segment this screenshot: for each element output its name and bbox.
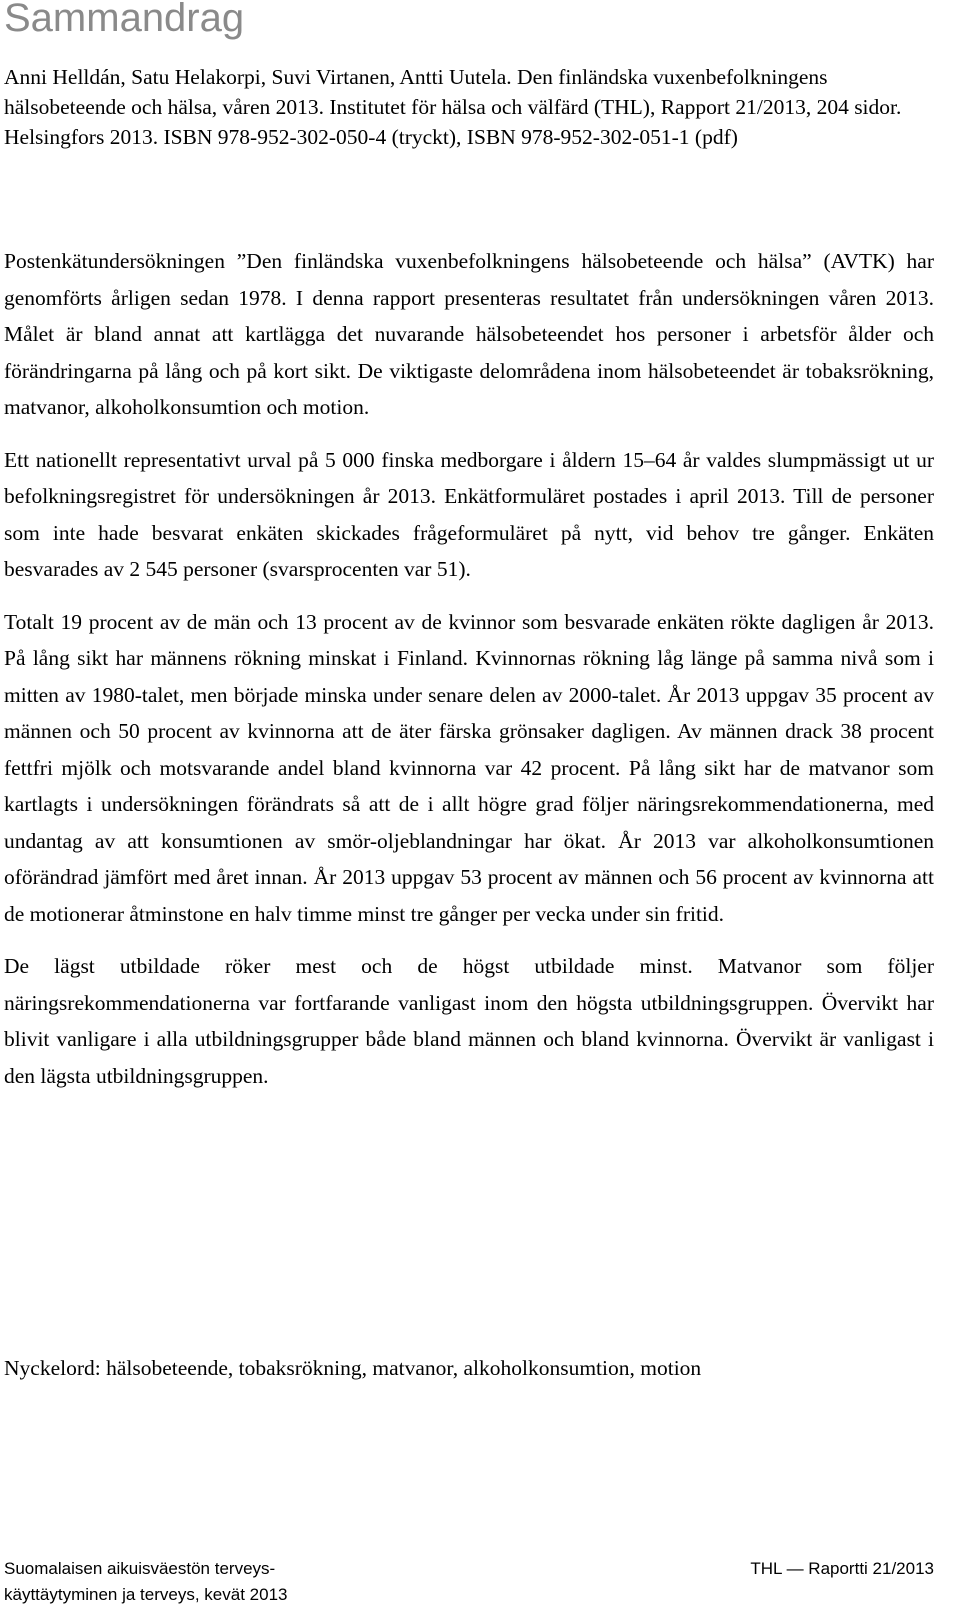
footer-publication	[4, 1556, 404, 1608]
paragraph-results: Totalt 19 procent av de män och 13 procent av de kvinnor som besvarade enkäten rökte dagligen år 2013. På lång sikt har männens rökning minskat i Finland. Kvinnornas rökning låg länge på samma nivå som i mitten av 1980-talet, men började minska under senare delen av 2000-talet. År 2013 uppgav 35 procent av männen och 50 procent av kvinnorna att de äter färska grönsaker dagligen. Av männen drack 38 procent fettfri mjölk och motsvarande andel bland kvinnorna var 42 procent. På lång sikt har de matvanor som kartlagts i undersökningen förändrats så att de i allt högre grad följer näringsrekommendationerna, med undantag av att konsumtionen av smör-oljeblandningar har ökat. År 2013 var alkoholkonsumtionen oförändrad jämfört med året innan. År 2013 uppgav 53 procent av männen och 56 procent av kvinnorna att de motionerar åtminstone en halv timme minst tre gånger per vecka under sin fritid.	[4, 609, 934, 926]
summary-body	[4, 243, 934, 1110]
paragraph-method: Ett nationellt representativt urval på 5 000 finska medborgare i åldern 15–64 år valdes slumpmässigt ut ur befolkningsregistret för undersökningen år 2013. Enkätformuläret postades i april 2013. Till de personer som inte hade besvarat enkäten skickades frågeformuläret på nytt, vid behov tre gånger. Enkäten besvarades av 2 545 personer (svarsprocenten var 51).	[4, 447, 934, 581]
paragraph-intro: Postenkätundersökningen ”Den finländska vuxenbefolkningens hälsobeteende och hälsa” (AVTK) har genomförts årligen sedan 1978. I denna rapport presenteras resultatet från undersökningen våren 2013. Målet är bland annat att kartlägga det nuvarande hälsobeteendet hos personer i arbetsför ålder och förändringarna på lång och på kort sikt. De viktigaste delområdena inom hälsobeteendet är tobaksrökning, matvanor, alkoholkonsumtion och motion.	[4, 249, 934, 419]
citation: Anni Helldán, Satu Helakorpi, Suvi Virtanen, Antti Uutela. Den finländska vuxenbefolkningens hälsobeteende och hälsa, våren 2013. Institutet för hälsa och välfärd (THL), Rapport 21/2013, 204 sidor. Helsingfors 2013. ISBN 978-952-302-050-4 (tryckt), ISBN 978-952-302-051-1 (pdf)	[4, 65, 902, 149]
keywords: Nyckelord: hälsobeteende, tobaksrökning, matvanor, alkoholkonsumtion, motion	[4, 1356, 702, 1380]
footer-publication-line2: käyttäytyminen ja terveys, kevät 2013	[4, 1585, 288, 1604]
footer-report-number: THL — Raportti 21/2013	[750, 1559, 934, 1578]
page-title: Sammandrag	[4, 0, 245, 40]
footer-publication-line1: Suomalaisen aikuisväestön terveys-	[4, 1559, 276, 1578]
paragraph-education: De lägst utbildade röker mest och de högst utbildade minst. Matvanor som följer näringsrekommendationerna var fortfarande vanligast inom den högsta utbildningsgruppen. Övervikt har blivit vanligare i alla utbildningsgrupper både bland männen och bland kvinnorna. Övervikt är vanligast i den lägsta utbildningsgruppen.	[4, 954, 934, 1088]
